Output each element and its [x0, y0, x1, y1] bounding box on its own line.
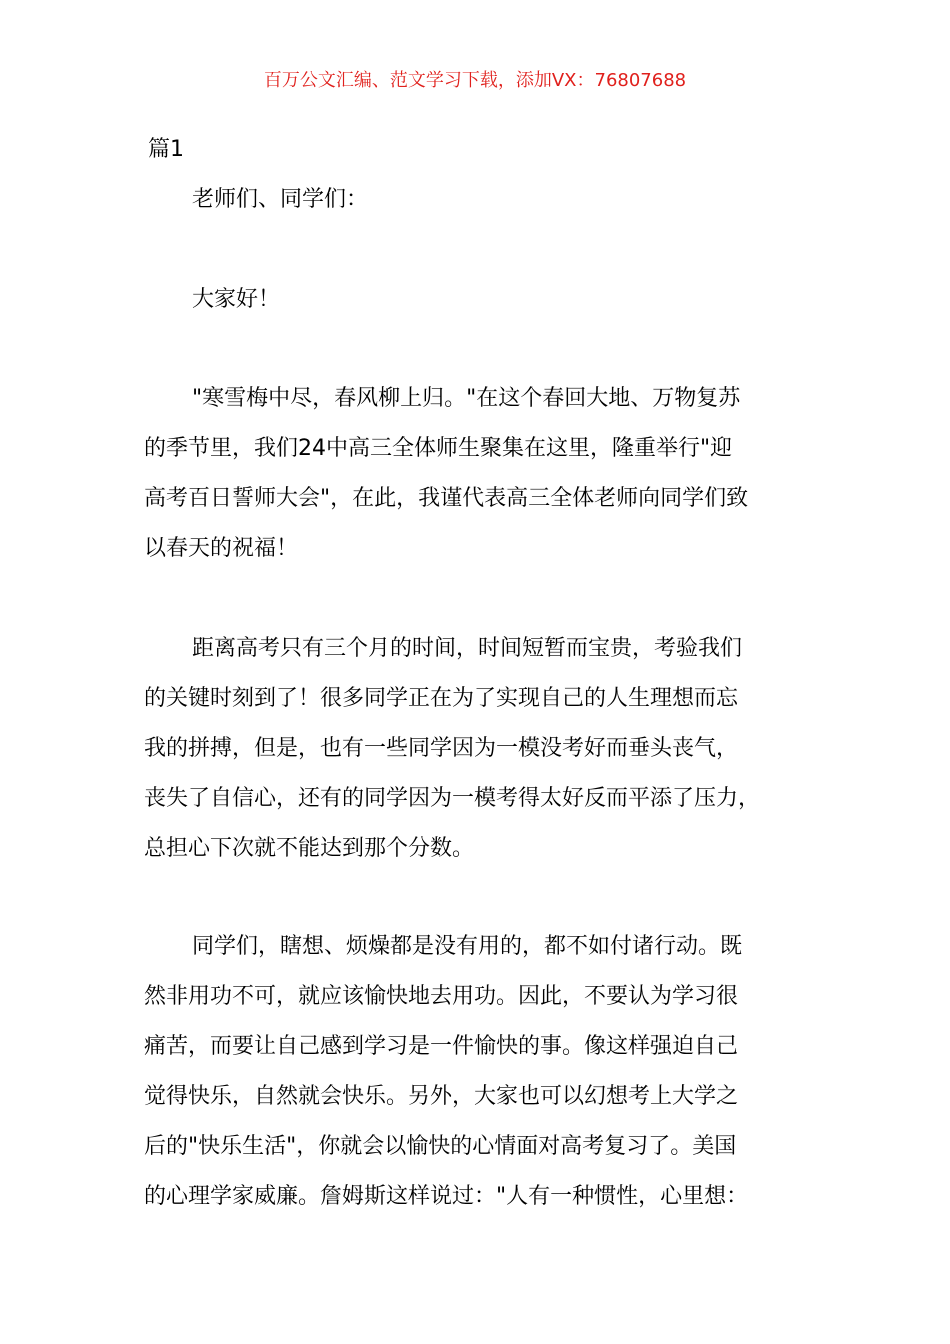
paragraph-line: 高考百日誓师大会"，在此，我谨代表高三全体老师向同学们致 — [144, 486, 749, 511]
greeting: 老师们、同学们： — [192, 187, 369, 212]
paragraph-line: 的心理学家威廉。詹姆斯这样说过："人有一种惯性，心里想： — [144, 1184, 749, 1209]
paragraph-line: 以春天的祝福！ — [144, 536, 299, 561]
watermark-header: 百万公文汇编、范文学习下载，添加VX：76807688 — [263, 70, 687, 91]
paragraph-line: 总担心下次就不能达到那个分数。 — [144, 836, 475, 861]
paragraph-line: 的季节里，我们24中高三全体师生聚集在这里，隆重举行"迎 — [144, 436, 733, 461]
paragraph-line: 痛苦，而要让自己感到学习是一件愉快的事。像这样强迫自己 — [144, 1034, 739, 1059]
paragraph-line: 丧失了自信心，还有的同学因为一模考得太好反而平添了压力， — [144, 786, 761, 811]
paragraph-line: 我的拼搏，但是，也有一些同学因为一模没考好而垂头丧气， — [144, 736, 739, 761]
paragraph-line: 然非用功不可，就应该愉快地去用功。因此，不要认为学习很 — [144, 984, 739, 1009]
paragraph-line: "寒雪梅中尽，春风柳上归。"在这个春回大地、万物复苏 — [192, 386, 741, 411]
paragraph-line: 的关键时刻到了！很多同学正在为了实现自己的人生理想而忘 — [144, 686, 739, 711]
salutation: 大家好！ — [192, 287, 281, 312]
section-title: 篇1 — [148, 137, 184, 162]
paragraph-line: 后的"快乐生活"，你就会以愉快的心情面对高考复习了。美国 — [144, 1134, 737, 1159]
paragraph-line: 同学们，瞎想、烦燥都是没有用的，都不如付诸行动。既 — [192, 934, 743, 959]
paragraph-line: 距离高考只有三个月的时间，时间短暂而宝贵，考验我们 — [192, 636, 743, 661]
paragraph-line: 觉得快乐，自然就会快乐。另外，大家也可以幻想考上大学之 — [144, 1084, 739, 1109]
